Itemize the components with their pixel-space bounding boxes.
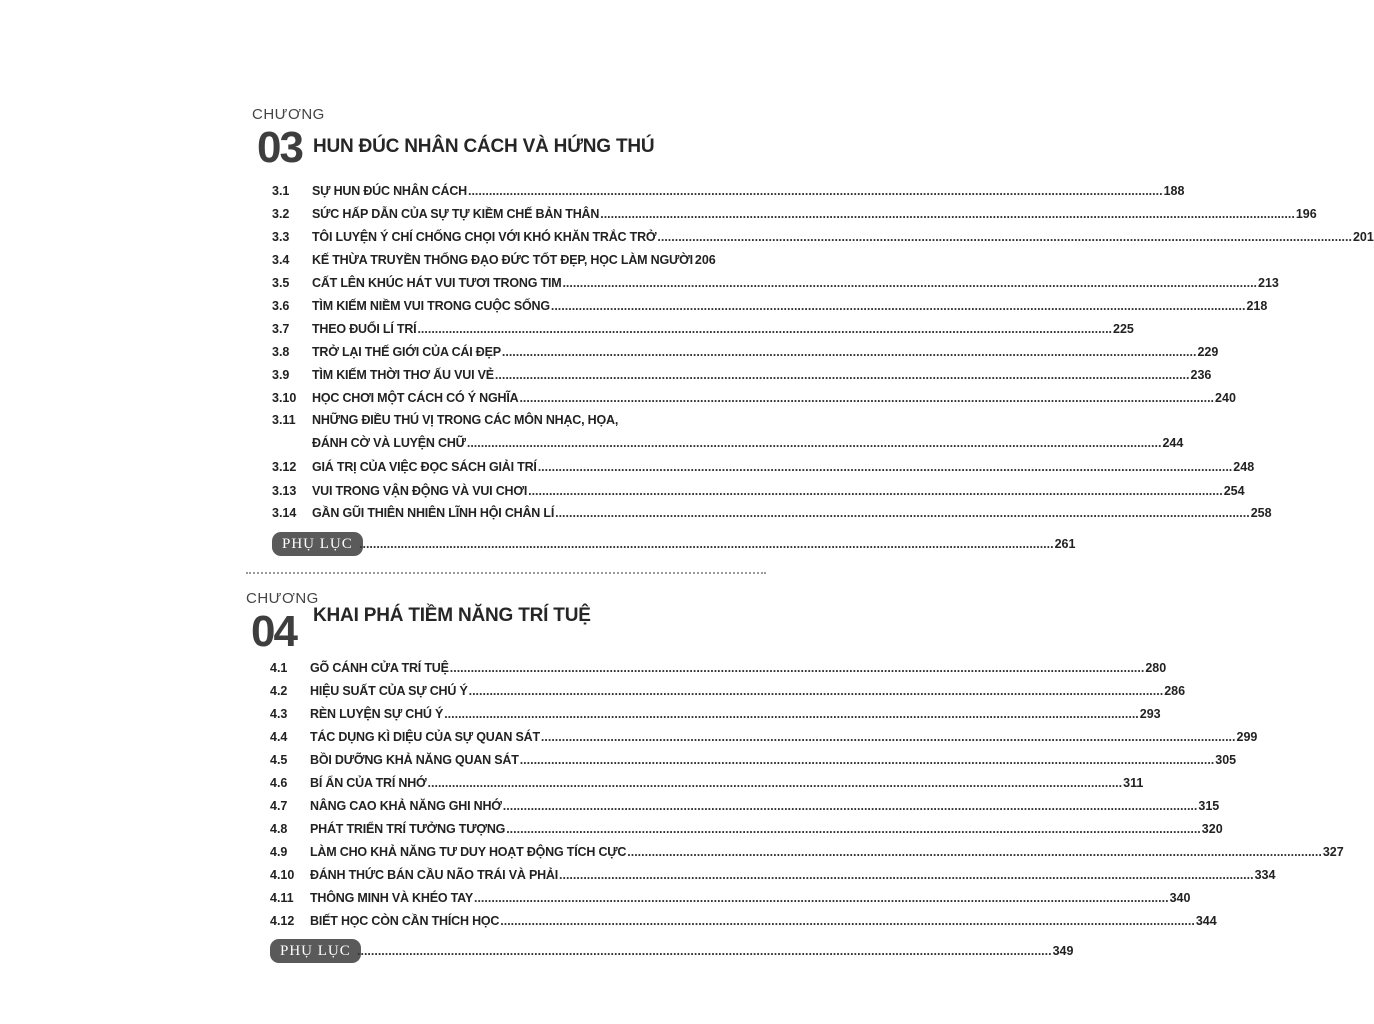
toc-number: 4.12 [270,914,295,928]
leader-dots: ........................................................................................................................................................................................................ [466,436,1162,450]
leader-dots: ........................................................................................................................................................................................................ [519,391,1215,405]
toc-number: 3.8 [272,345,290,359]
toc-row[interactable] [270,705,1161,723]
toc-entry [312,320,1134,338]
toc-entry [310,728,1258,746]
toc-title: VUI TRONG VẬN ĐỘNG VÀ VUI CHƠI [312,484,528,498]
leader-dots: ........................................................................................................................................................................................................ [540,730,1236,744]
toc-title: KẾ THỪA TRUYỀN THỐNG ĐẠO ĐỨC TỐT ĐẸP, HỌC LÀM NGƯỜI [312,253,693,267]
toc-page: 340 [1169,891,1191,905]
toc-row[interactable] [272,274,1279,292]
leader-dots: ........................................................................................................................................................................................................ [473,891,1169,905]
leader-dots: ........................................................................................................................................................................................................ [468,684,1164,698]
toc-page: 320 [1201,822,1223,836]
toc-number: 3.4 [272,253,290,267]
toc-row[interactable] [272,182,1185,200]
toc-row[interactable] [270,682,1186,700]
chapter-label: CHƯƠNG [246,590,319,607]
toc-row[interactable] [272,343,1219,361]
toc-page: 225 [1113,322,1134,336]
toc-entry [310,659,1167,677]
toc-entry [310,751,1237,769]
leader-dots: ........................................................................................................................................................................................................ [600,207,1295,221]
toc-entry [312,411,711,429]
toc-entry [310,774,1144,792]
toc-number: 4.3 [270,707,288,721]
toc-entry [310,889,1191,907]
toc-entry [312,389,1236,407]
toc-title: HIỆU SUẤT CỦA SỰ CHÚ Ý [310,684,468,698]
toc-page: 258 [1250,506,1272,520]
toc-entry [310,705,1161,723]
toc-number: 3.2 [272,207,290,221]
toc-row[interactable] [272,366,1212,384]
leader-dots: ........................................................................................................................................................................................................ [562,276,1258,290]
toc-entry [312,251,716,269]
toc-title: NHỮNG ĐIỀU THÚ VỊ TRONG CÁC MÔN NHẠC, HỌA, [312,413,619,427]
toc-title: THEO ĐUỔI LÍ TRÍ [312,322,417,336]
toc-page: 244 [1162,436,1184,450]
leader-dots: ........................................................................................................................................................................................................ [537,460,1233,474]
toc-page: 229 [1197,345,1219,359]
toc-page: 206 [694,253,716,267]
toc-page: 327 [1322,845,1344,859]
toc-title: BÍ ẨN CỦA TRÍ NHỚ [310,776,427,790]
leader-dots: ........................................................................................................................................................................................................ [427,776,1123,790]
toc-row[interactable] [272,205,1317,223]
toc-page: 334 [1254,868,1276,882]
toc-page: 218 [1246,299,1268,313]
leader-dots: ........................................................................................................................................................................................................ [528,484,1223,498]
chapter-number: 03 [257,123,302,172]
toc-number: 3.6 [272,299,290,313]
toc-number: 4.11 [270,891,294,905]
toc-row[interactable] [272,228,1374,246]
toc-number: 3.9 [272,368,290,382]
toc-title: GÕ CÁNH CỬA TRÍ TUỆ [310,661,449,675]
section-divider [246,572,766,574]
toc-title: HỌC CHƠI MỘT CÁCH CÓ Ý NGHĨA [312,391,519,405]
toc-title: BỒI DƯỠNG KHẢ NĂNG QUAN SÁT [310,753,519,767]
toc-title: NÂNG CAO KHẢ NĂNG GHI NHỚ [310,799,502,813]
toc-title: TRỞ LẠI THẾ GIỚI CỦA CÁI ĐẸP [312,345,501,359]
chapter-title: KHAI PHÁ TIỀM NĂNG TRÍ TUỆ [313,605,591,626]
toc-number: 4.6 [270,776,288,790]
leader-dots: ........................................................................................................................................................................................................ [501,345,1197,359]
leader-dots: ........................................................................................................................................................................................................ [550,299,1246,313]
leader-dots: ........................................................................................................................................................................................................ [500,914,1195,928]
toc-entry [312,228,1374,246]
leader-dots: ........................................................................................................................................................................................................ [657,230,1352,244]
chapter-title: HUN ĐÚC NHÂN CÁCH VÀ HỨNG THÚ [313,136,655,157]
leader-dots: ........................................................................................................................................................................................................ [627,845,1322,859]
toc-page: 293 [1139,707,1161,721]
toc-title: GIÁ TRỊ CỦA VIỆC ĐỌC SÁCH GIẢI TRÍ [312,460,537,474]
toc-title: BIẾT HỌC CÒN CẦN THÍCH HỌC [310,914,500,928]
toc-entry [312,458,1255,476]
toc-entry [312,366,1212,384]
toc-title: ĐÁNH CỜ VÀ LUYỆN CHỮ [312,436,466,450]
toc-entry [310,820,1223,838]
leader-dots: ........................................................................................................................................................................................................ [506,822,1201,836]
leader-dots: ........................................................................................................................................................................................................ [449,661,1145,675]
toc-row[interactable] [270,751,1237,769]
toc-page: 236 [1190,368,1212,382]
chapter-number: 04 [251,607,296,656]
appendix-badge[interactable]: PHỤ LỤC [270,939,361,963]
toc-entry [310,912,1217,930]
toc-page: 240 [1215,391,1236,405]
chapter-label: CHƯƠNG [252,106,325,123]
toc-entry [312,182,1185,200]
leader-dots: ........................................................................................................................................................................................................ [559,868,1254,882]
toc-row[interactable] [272,297,1268,315]
toc-page: 248 [1233,460,1255,474]
toc-row[interactable] [270,820,1223,838]
toc-number: 4.10 [270,868,295,882]
toc-number: 3.7 [272,322,290,336]
toc-title: ĐÁNH THỨC BÁN CẦU NÃO TRÁI VÀ PHẢI [310,868,559,882]
toc-entry [310,866,1276,884]
toc-row[interactable] [270,889,1191,907]
toc-title: CẤT LÊN KHÚC HÁT VUI TƯƠI TRONG TIM [312,276,562,290]
toc-number: 3.5 [272,276,290,290]
toc-number: 4.4 [270,730,288,744]
toc-title: PHÁT TRIỂN TRÍ TƯỞNG TƯỢNG [310,822,506,836]
toc-row[interactable] [272,411,711,429]
toc-row[interactable] [272,434,1184,452]
toc-number: 4.5 [270,753,288,767]
toc-row[interactable] [270,774,1144,792]
toc-number: 4.9 [270,845,288,859]
toc-page: 201 [1352,230,1374,244]
toc-page: 196 [1295,207,1317,221]
leader-dots: ........................................................................................................................................................................................................ [494,368,1190,382]
leader-dots: ........................................................................................................................................................................................................ [519,753,1215,767]
toc-title: SỰ HUN ĐÚC NHÂN CÁCH [312,184,467,198]
toc-row[interactable] [272,251,716,269]
toc-page: 305 [1215,753,1237,767]
toc-page: 254 [1223,484,1245,498]
toc-page: 286 [1164,684,1186,698]
appendix-page: 261 [1054,537,1076,551]
toc-page: 344 [1195,914,1217,928]
toc-number: 4.2 [270,684,288,698]
toc-page: 315 [1198,799,1220,813]
toc-entry [312,205,1317,223]
toc-page: 311 [1123,776,1144,790]
toc-title: LÀM CHO KHẢ NĂNG TƯ DUY HOẠT ĐỘNG TÍCH CỰC [310,845,627,859]
appendix-entry [356,942,1074,960]
toc-entry [310,797,1220,815]
toc-page: 280 [1145,661,1167,675]
appendix-entry [358,535,1076,553]
leader-dots: ........................................................................................................................................................................................................ [444,707,1139,721]
toc-row[interactable] [270,912,1217,930]
toc-title: TÌM KIẾM NIỀM VUI TRONG CUỘC SỐNG [312,299,550,313]
toc-row[interactable] [270,866,1276,884]
leader-dots: ........................................................................................................................................................................................................ [502,799,1198,813]
toc-entry [312,434,1184,452]
toc-row[interactable] [270,797,1220,815]
appendix-badge[interactable]: PHỤ LỤC [272,532,363,556]
toc-row[interactable] [272,504,1272,522]
toc-entry [312,504,1272,522]
toc-number: 4.1 [270,661,288,675]
toc-page: 299 [1236,730,1258,744]
toc-title: GẦN GŨI THIÊN NHIÊN LĨNH HỘI CHÂN LÍ [312,506,555,520]
toc-entry [312,482,1245,500]
toc-entry [312,297,1268,315]
toc-row[interactable] [270,728,1258,746]
toc-number: 3.12 [272,460,297,474]
toc-number: 3.11 [272,413,296,427]
leader-dots: ........................................................................................................................................................................................................ [359,537,1054,551]
toc-number: 3.13 [272,484,297,498]
toc-number: 3.14 [272,506,297,520]
toc-title: TÌM KIẾM THỜI THƠ ẤU VUI VẺ [312,368,494,382]
appendix-page: 349 [1052,944,1074,958]
toc-number: 3.1 [272,184,290,198]
toc-page: 213 [1258,276,1279,290]
toc-entry [312,274,1279,292]
toc-row[interactable] [270,843,1344,861]
toc-title: THÔNG MINH VÀ KHÉO TAY [310,891,473,905]
leader-dots: ........................................................................................................................................................................................................ [467,184,1163,198]
leader-dots: ........................................................................................................................................................................................................ [555,506,1250,520]
toc-entry [312,343,1219,361]
toc-entry [310,843,1344,861]
toc-title: RÈN LUYỆN SỰ CHÚ Ý [310,707,444,721]
leader-dots: ........................................................................................................................................................................................................ [357,944,1052,958]
toc-title: SỨC HẤP DẪN CỦA SỰ TỰ KIỀM CHẾ BẢN THÂN [312,207,600,221]
toc-number: 3.3 [272,230,290,244]
leader-dots: ........................................................................................................................................................................................................ [417,322,1113,336]
toc-title: TÔI LUYỆN Ý CHÍ CHỐNG CHỌI VỚI KHÓ KHĂN TRẮC TRỞ [312,230,657,244]
toc-row[interactable] [272,482,1245,500]
toc-row[interactable] [272,320,1134,338]
toc-row[interactable] [272,389,1236,407]
toc-entry [310,682,1186,700]
toc-number: 3.10 [272,391,297,405]
toc-row[interactable] [270,659,1167,677]
toc-title: TÁC DỤNG KÌ DIỆU CỦA SỰ QUAN SÁT [310,730,540,744]
toc-number: 4.7 [270,799,288,813]
toc-page: 188 [1163,184,1185,198]
toc-number: 4.8 [270,822,288,836]
toc-row[interactable] [272,458,1255,476]
